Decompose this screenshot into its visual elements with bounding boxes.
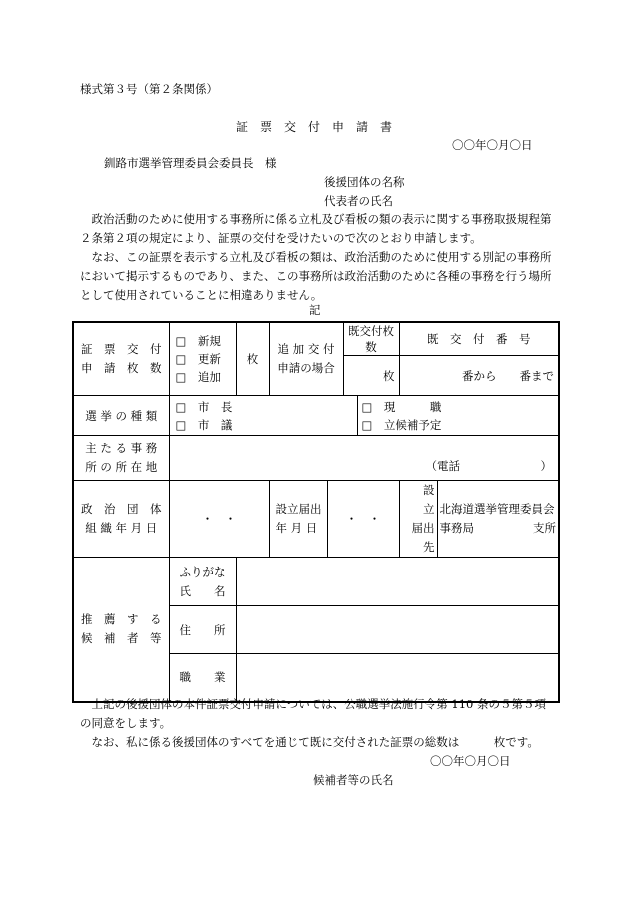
office-address-field[interactable]: [169, 436, 559, 481]
ki-mark: 記: [309, 303, 321, 317]
issued-count-field[interactable]: 枚: [343, 356, 399, 396]
address-label: 住 所: [169, 606, 236, 654]
election-type-options[interactable]: [169, 396, 357, 436]
mayor-checkbox[interactable]: □ 市 長: [175, 399, 233, 414]
name-field[interactable]: [236, 558, 559, 606]
issued-number-field[interactable]: 番から 番まで: [399, 356, 559, 396]
org-founded-date-field[interactable]: ・ ・: [169, 481, 269, 558]
org-name-label: 後援団体の名称: [324, 175, 405, 189]
prospective-candidate-checkbox[interactable]: □ 立候補予定: [361, 417, 442, 432]
issued-number-header: 既 交 付 番 号: [399, 322, 559, 356]
candidate-label: 推 薦 す る 候 補 者 等: [73, 558, 169, 702]
name-label: ふりがな 氏 名: [169, 558, 236, 606]
election-type-label: 選 挙 の 種 類: [73, 396, 169, 436]
copies-label: 証 票 交 付 申 請 枚 数: [73, 322, 169, 396]
notice-destination-label: 設 立 届出先: [399, 481, 437, 558]
address-field[interactable]: [236, 606, 559, 654]
add-checkbox[interactable]: □ 追加: [175, 370, 221, 384]
occupation-label: 職 業: [169, 654, 236, 702]
est-notice-date-field[interactable]: ・ ・: [327, 481, 399, 558]
copies-unit: 枚: [236, 322, 269, 396]
copies-type-options[interactable]: [169, 322, 236, 396]
incumbent-checkbox[interactable]: □ 現 職: [361, 399, 442, 414]
renew-checkbox[interactable]: □ 更新: [175, 352, 221, 366]
council-checkbox[interactable]: □ 市 議: [175, 417, 233, 432]
additional-issue-label: 追 加 交 付 申請の場合: [269, 322, 343, 396]
page-title: 証 票 交 付 申 請 書: [236, 120, 393, 134]
consent-date: 〇〇年〇月〇日: [430, 754, 511, 768]
office-address-label: 主 た る 事 務 所 の 所 在 地: [73, 436, 169, 481]
candidate-name-label: 候補者等の氏名: [313, 773, 394, 787]
addressee: 釧路市選挙管理委員会委員長 様: [104, 156, 277, 170]
intro-paragraph: 政治活動のために使用する事務所に係る立札及び看板の類の表示に関する事務取扱規程第２条第２項の規定により、証票の交付を受けたいので次のとおり申請します。: [80, 212, 552, 245]
application-table: [72, 321, 560, 703]
application-date: 〇〇年〇月〇日: [452, 138, 533, 152]
total-issued-paragraph: なお、私に係る後援団体のすべてを通じて既に交付された証票の総数は 枚です。: [91, 735, 539, 749]
form-number: 様式第３号（第２条関係）: [80, 82, 218, 96]
candidate-status-options[interactable]: [357, 396, 559, 436]
declaration-paragraph: なお、この証票を表示する立札及び看板の類は、政治活動のために使用する別記の事務所において掲示するものであり、また、この事務所は政治活動のために各種の事務を行う場所として使用されていることに相違ありません。: [80, 250, 552, 302]
est-notice-date-label: 設立届出 年 月 日: [269, 481, 327, 558]
new-checkbox[interactable]: □ 新規: [175, 334, 221, 348]
issued-count-header: 既交付枚数: [343, 322, 399, 356]
rep-name-label: 代表者の氏名: [324, 194, 393, 208]
phone-label: （電話 ）: [425, 459, 552, 473]
notice-destination-value: 北海道選挙管理委員会 事務局 支所: [437, 481, 559, 558]
org-founded-label: 政 治 団 体 組 織 年 月 日: [73, 481, 169, 558]
consent-paragraph: 上記の後援団体の本件証票交付申請については、公職選挙法施行令第 110 条の５第５項の同意をします。: [80, 697, 547, 730]
